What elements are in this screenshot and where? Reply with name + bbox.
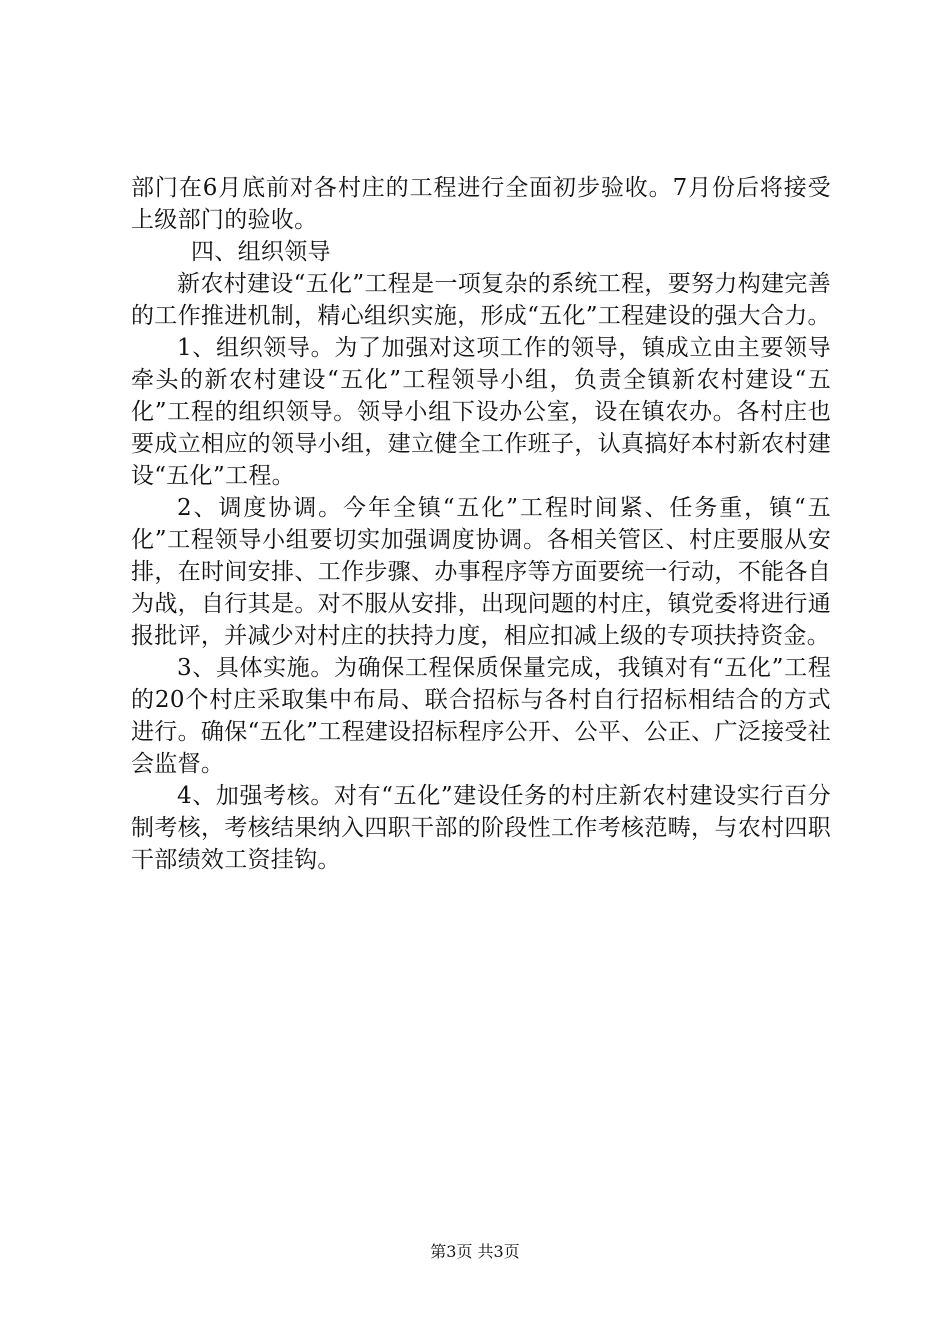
section-heading: 四、组织领导 xyxy=(191,239,331,265)
paragraph-intro: 新农村建设“五化”工程是一项复杂的系统工程，要努力构建完善的工作推进机制，精心组织实施，形成“五化”工程建设的强大合力。 xyxy=(131,271,831,329)
paragraph-item-2: 2、调度协调。今年全镇“五化”工程时间紧、任务重，镇“五化”工程领导小组要切实加强调度协调。各相关管区、村庄要服从安排，在时间安排、工作步骤、办事程序等方面要统一行动，不能各自为战，自行其是。对不服从安排，出现问题的村庄，镇党委将进行通报批评，并减少对村庄的扶持力度，相应扣减上级的专项扶持资金。 xyxy=(131,495,831,649)
page-footer: 第3页 共3页 xyxy=(430,1242,520,1261)
document-body xyxy=(131,172,831,876)
paragraph-item-3: 3、具体实施。为确保工程保质保量完成，我镇对有“五化”工程的20个村庄采取集中布局、联合招标与各村自行招标相结合的方式进行。确保“五化”工程建设招标程序公开、公平、公正、广泛接受社会监督。 xyxy=(131,655,831,777)
paragraph-continuation: 部门在6月底前对各村庄的工程进行全面初步验收。7月份后将接受上级部门的验收。 xyxy=(131,175,831,233)
paragraph-item-1: 1、组织领导。为了加强对这项工作的领导，镇成立由主要领导牵头的新农村建设“五化”工程领导小组，负责全镇新农村建设“五化”工程的组织领导。领导小组下设办公室，设在镇农办。各村庄也要成立相应的领导小组，建立健全工作班子，认真搞好本村新农村建设“五化”工程。 xyxy=(131,335,831,489)
paragraph-item-4: 4、加强考核。对有“五化”建设任务的村庄新农村建设实行百分制考核，考核结果纳入四职干部的阶段性工作考核范畴，与农村四职干部绩效工资挂钩。 xyxy=(131,783,831,873)
